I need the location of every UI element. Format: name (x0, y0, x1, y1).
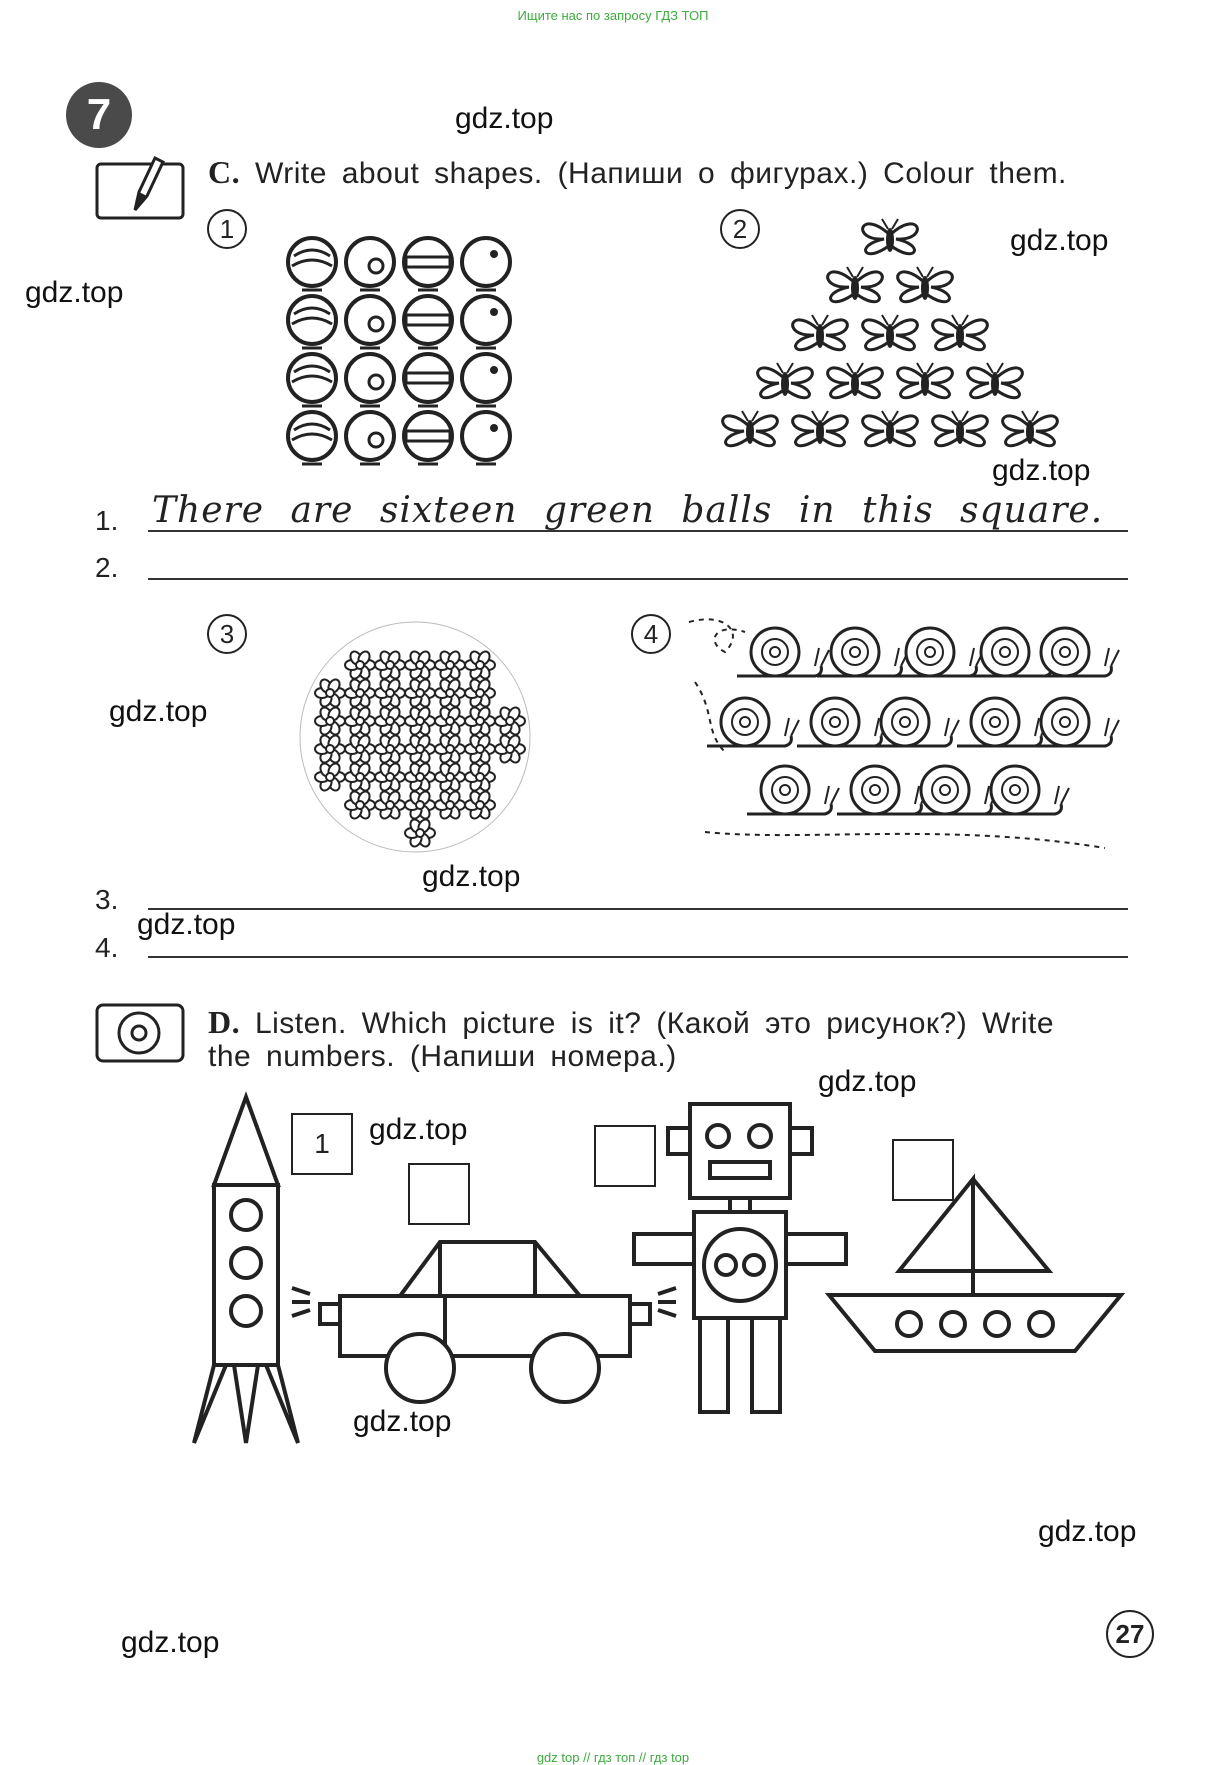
flower-shape (375, 706, 405, 737)
butterfly-shape (898, 363, 953, 398)
watermark: gdz.top (422, 860, 521, 893)
flowers-picture (280, 612, 550, 862)
butterfly-shape (758, 363, 813, 398)
top-note: Ищите нас по запросу ГДЗ ТОП (517, 8, 709, 23)
butterfly-shape (1003, 411, 1058, 446)
answer-line (148, 578, 1128, 580)
flower-shape (375, 650, 405, 681)
flower-shape (375, 678, 405, 709)
snail-shape (797, 698, 889, 746)
butterfly-shape (863, 315, 918, 350)
picture-number-2: 2 (720, 209, 760, 249)
ball-shape (404, 412, 452, 464)
picture-number-1: 1 (207, 209, 247, 249)
ball-shape (462, 412, 510, 464)
flower-shape (315, 762, 345, 793)
flower-shape (435, 734, 465, 765)
snail-shape (957, 698, 1049, 746)
butterfly-shape (933, 315, 988, 350)
watermark: gdz.top (353, 1405, 452, 1438)
butterfly-shape (968, 363, 1023, 398)
ball-shape (288, 412, 336, 464)
answer-text[interactable]: There are sixteen green balls in this square. (152, 490, 1104, 531)
flower-shape (465, 790, 495, 821)
flower-shape (315, 706, 345, 737)
flower-shape (435, 790, 465, 821)
snail-shape (747, 766, 839, 814)
bottom-note: gdz top // гдз топ // гдз top (536, 1750, 690, 1765)
flower-shape (375, 790, 405, 821)
line-number: 2. (95, 552, 119, 583)
snail-shape (892, 628, 984, 676)
ball-shape (404, 238, 452, 290)
flower-shape (435, 706, 465, 737)
line-number: 3. (95, 884, 119, 915)
flower-shape (465, 678, 495, 709)
flower-shape (495, 706, 525, 737)
flower-shape (345, 650, 375, 681)
flower-shape (465, 706, 495, 737)
answer-line (148, 530, 1128, 532)
ball-shape (404, 296, 452, 348)
flower-shape (405, 818, 435, 849)
butterflies-picture (720, 210, 1080, 465)
watermark: gdz.top (369, 1113, 468, 1146)
line-number: 4. (95, 932, 119, 963)
flower-shape (435, 762, 465, 793)
flower-shape (315, 678, 345, 709)
snail-shape (1027, 628, 1119, 676)
flower-shape (435, 678, 465, 709)
section-d-heading (208, 1004, 1054, 1041)
picture-number-3: 3 (207, 614, 247, 654)
flower-shape (465, 762, 495, 793)
watermark: gdz.top (818, 1065, 917, 1098)
watermark: gdz.top (109, 695, 208, 728)
watermark: gdz.top (1038, 1515, 1137, 1548)
watermark: gdz.top (992, 454, 1091, 487)
section-d-instruction-line2: the numbers. (Напиши номера.) (208, 1040, 677, 1073)
ball-shape (462, 238, 510, 290)
section-d-letter: D. (208, 1004, 241, 1040)
butterfly-shape (828, 267, 883, 302)
flower-shape (465, 650, 495, 681)
butterfly-shape (863, 411, 918, 446)
ball-shape (288, 354, 336, 406)
ball-shape (346, 354, 394, 406)
picture-number-4: 4 (631, 614, 671, 654)
ball-shape (288, 296, 336, 348)
ball-shape (346, 238, 394, 290)
flower-shape (345, 678, 375, 709)
flower-shape (465, 734, 495, 765)
flower-shape (435, 650, 465, 681)
ball-shape (346, 412, 394, 464)
snails-picture (685, 612, 1125, 852)
ball-shape (404, 354, 452, 406)
page-number: 27 (1106, 1610, 1154, 1658)
flower-shape (405, 650, 435, 681)
watermark: gdz.top (1010, 224, 1109, 257)
watermark: gdz.top (137, 908, 236, 941)
flower-shape (315, 734, 345, 765)
flower-shape (405, 734, 435, 765)
butterfly-shape (793, 315, 848, 350)
section-d-instruction-line1: Listen. Which picture is it? (Какой это рисунок?) Write (254, 1007, 1054, 1040)
flower-shape (405, 790, 435, 821)
line-number: 1. (95, 505, 119, 536)
snail-shape (837, 766, 929, 814)
flower-shape (345, 762, 375, 793)
flower-shape (405, 678, 435, 709)
balls-picture (280, 230, 520, 470)
flower-shape (405, 706, 435, 737)
car-picture (290, 1238, 680, 1408)
answer-line (148, 908, 1128, 910)
unit-badge: 7 (66, 82, 132, 148)
flower-shape (345, 790, 375, 821)
snail-shape (737, 628, 829, 676)
answer-line (148, 956, 1128, 958)
watermark: gdz.top (455, 102, 554, 135)
cd-icon (95, 1003, 185, 1063)
snail-shape (707, 698, 799, 746)
ball-shape (462, 354, 510, 406)
answer-box-car[interactable] (408, 1163, 470, 1225)
section-c-heading (208, 154, 1067, 191)
butterfly-shape (898, 267, 953, 302)
answer-box-rocket[interactable]: 1 (291, 1113, 353, 1175)
butterfly-shape (863, 219, 918, 254)
flower-shape (375, 734, 405, 765)
flower-shape (375, 762, 405, 793)
butterfly-shape (828, 363, 883, 398)
boat-picture (825, 1175, 1125, 1355)
robot-picture (630, 1100, 850, 1420)
watermark: gdz.top (25, 276, 124, 309)
flower-shape (345, 706, 375, 737)
flower-shape (345, 734, 375, 765)
flower-shape (495, 734, 525, 765)
ball-shape (288, 238, 336, 290)
butterfly-shape (723, 411, 778, 446)
flower-shape (405, 762, 435, 793)
snail-shape (817, 628, 909, 676)
section-c-instruction: Write about shapes. (Напиши о фигурах.) Colour them. (254, 157, 1067, 190)
ball-shape (346, 296, 394, 348)
section-c-letter: C. (208, 154, 241, 190)
watermark: gdz.top (121, 1626, 220, 1659)
pencil-icon (95, 152, 187, 222)
butterfly-shape (793, 411, 848, 446)
butterfly-shape (933, 411, 988, 446)
ball-shape (462, 296, 510, 348)
